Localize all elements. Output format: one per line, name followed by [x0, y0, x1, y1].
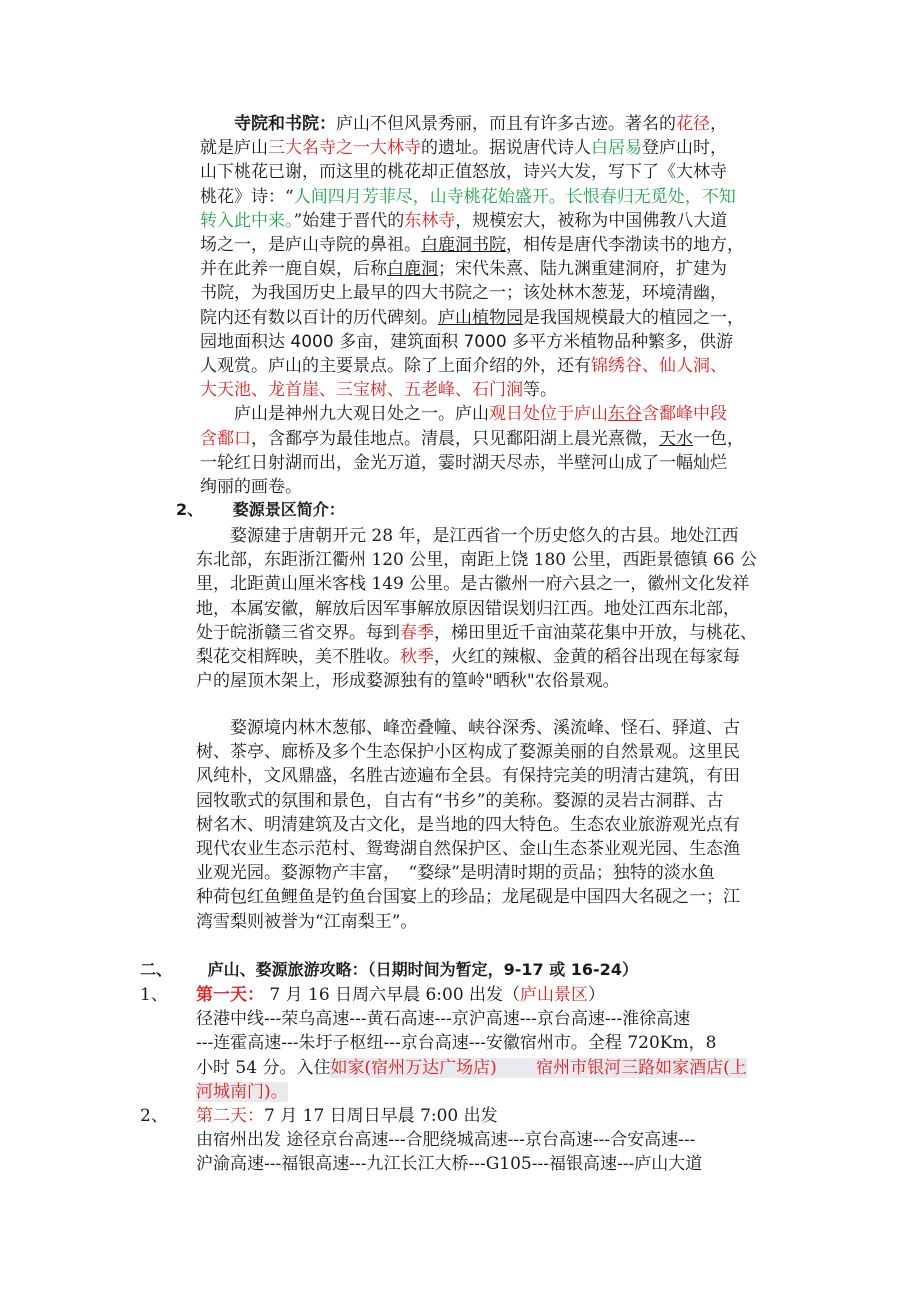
day-label: 第一天： [196, 985, 264, 1005]
wuyuan-scenery-paragraph [196, 716, 796, 934]
text-line: ---连霍高速---朱圩子枢纽---京台高速---安徽宿州市。全程 720Km，8 [196, 1033, 717, 1054]
text-line: 树名木、明清建筑及古文化，是当地的四大特色。生态农业旅游观光点有 [196, 814, 740, 835]
section-label: 寺院和书院： [234, 114, 336, 134]
text-line: 场之一，是庐山寺院的鼻祖。白鹿洞书院，相传是唐代李渤读书的地方， [200, 235, 744, 256]
text-line: 径港中线---荣乌高速---黄石高速---京沪高速---京台高速---淮徐高速 [196, 1009, 691, 1030]
text-line: 含鄱口，含鄱亭为最佳地点。清晨，只见鄱阳湖上晨光熹微，天水一色， [200, 428, 744, 449]
heading-title: 婺源景区简介： [232, 500, 345, 519]
text-line: 绚丽的画卷。 [200, 477, 302, 498]
day2-itinerary [196, 1104, 796, 1177]
day-label: 第二天： [196, 1106, 264, 1126]
text-line: 婺源建于唐朝开元 28 年，是江西省一个历史悠久的古县。地处江西 [196, 526, 739, 546]
text-line: 地，本属安徽，解放后因军事解放原因错误划归江西。地处江西东北部， [196, 598, 740, 619]
day1-number: 1、 [140, 985, 168, 1005]
text-line: 书院，为我国历史上最早的四大书院之一；该处林木葱茏，环境清幽， [200, 283, 727, 304]
travel-guide-heading [140, 958, 638, 982]
text-line: 里，北距黄山厘米客栈 149 公里。是古徽州一府六县之一，徽州文化发祥 [196, 574, 750, 595]
text-line: 种荷包红鱼鲤鱼是钓鱼台国宴上的珍品；龙尾砚是中国四大名砚之一；江 [196, 887, 740, 908]
day2-number: 2、 [140, 1106, 168, 1126]
text-line: 大天池、龙首崖、三宝树、五老峰、石门涧等。 [200, 380, 557, 401]
hotel-address: 宿州市银河三路如家酒店(上 [536, 1057, 747, 1078]
text-line: 人观赏。庐山的主要景点。除了上面介绍的外，还有锦绣谷、仙人洞、 [200, 356, 727, 377]
text-line: 湾雪梨则被誉为“江南梨王”。 [196, 911, 418, 932]
text-line: 转入此中来。”始建于晋代的东林寺，规模宏大，被称为中国佛教八大道 [200, 210, 728, 231]
heading-number: 2、 [176, 500, 204, 519]
hotel-name: 如家(宿州万达广场店) [330, 1057, 497, 1078]
text-line: 寺院和书院：庐山不但风景秀丽，而且有许多古迹。著名的花径， [234, 114, 727, 134]
text-line: 梨花交相辉映，美不胜收。秋季，火红的辣椒、金黄的稻谷出现在每家每 [196, 647, 740, 668]
text-line: 庐山是神州九大观日处之一。庐山观日处位于庐山东谷含鄱峰中段 [234, 404, 727, 425]
text-line: 第二天：7 月 17 日周日早晨 7:00 出发 [196, 1106, 498, 1126]
text-line: 处于皖浙赣三省交界。每到春季，梯田里近千亩油菜花集中开放，与桃花、 [196, 622, 757, 643]
text-line: 园地面积达 4000 多亩，建筑面积 7000 多平方米植物品种繁多，供游 [200, 331, 734, 352]
wuyuan-intro-paragraph [196, 524, 796, 693]
text-line: 桃花》诗：“人间四月芳菲尽，山寺桃花始盛开。长恨春归无觅处，不知 [200, 186, 736, 207]
text-line: 第一天： 7 月 16 日周六早晨 6:00 出发（庐山景区） [196, 985, 606, 1005]
text-line: 业观光园。婺源物产丰富， “婺绿”是明清时期的贡品；独特的淡水鱼 [196, 863, 715, 884]
text-line: 婺源境内林木葱郁、峰峦叠幢、峡谷深秀、溪流峰、怪石、驿道、古 [196, 718, 740, 738]
text-line: 现代农业生态示范村、鸳鸯湖自然保护区、金山生态茶业观光园、生态渔 [196, 839, 740, 860]
wuyuan-heading [176, 498, 345, 522]
text-line: 院内还有数以百计的历代碑刻。庐山植物园是我国规模最大的植园之一， [200, 307, 744, 328]
text-line: 树、茶亭、廊桥及多个生态保护小区构成了婺源美丽的自然景观。这里民 [196, 742, 740, 763]
text-line: 园牧歌式的氛围和景色，自古有“书乡”的美称。婺源的灵岩古洞群、古 [196, 790, 724, 811]
text-line: 由宿州出发 途径京台高速---合肥绕城高速---京台高速---合安高速--- [196, 1130, 696, 1151]
text-line: 山下桃花已谢，而这里的桃花却正值怒放，诗兴大发，写下了《大林寺 [200, 162, 727, 183]
text-line: 就是庐山三大名寺之一大林寺的遗址。据说唐代诗人白居易登庐山时， [200, 138, 727, 159]
text-line: 小时 54 分。入住如家(宿州万达广场店) 宿州市银河三路如家酒店(上 [196, 1057, 747, 1078]
heading-number: 二、 [140, 960, 173, 979]
text-line: 河城南门)。 [196, 1081, 288, 1102]
day1-itinerary [196, 983, 796, 1104]
heading-title: 庐山、婺源旅游攻略：（日期时间为暂定，9-17 或 16-24） [207, 960, 638, 979]
text-line: 并在此养一鹿自娱，后称白鹿洞；宋代朱熹、陆九渊重建洞府，扩建为 [200, 259, 727, 280]
text-line: 户的屋顶木架上，形成婺源独有的篁岭"晒秋"农俗景观。 [196, 671, 620, 692]
text-line: 一轮红日射湖而出，金光万道，霎时湖天尽赤，半壁河山成了一幅灿烂 [200, 452, 727, 473]
text-line: 东北部，东距浙江衢州 120 公里，南距上饶 180 公里，西距景德镇 66 公 [196, 550, 757, 571]
text-line: 风纯朴，文风鼎盛，名胜古迹遍布全县。有保持完美的明清古建筑，有田 [196, 766, 740, 787]
text-line: 沪渝高速---福银高速---九江长江大桥---G105---福银高速---庐山大道 [196, 1154, 703, 1175]
lushan-temples-paragraph [200, 112, 800, 499]
